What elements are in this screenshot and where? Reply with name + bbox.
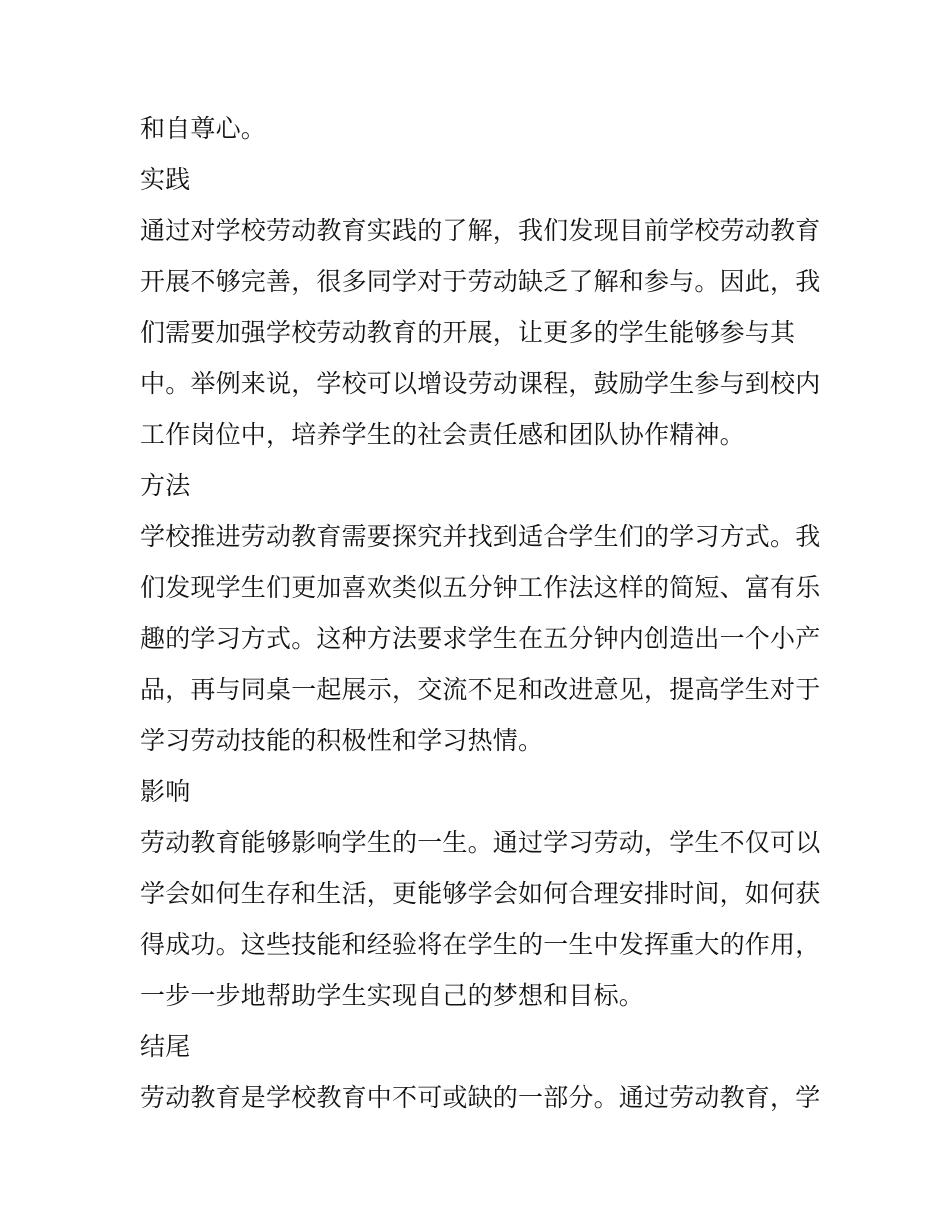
section-heading-practice: 实践 xyxy=(140,165,191,194)
text-line: 中。举例来说，学校可以增设劳动课程，鼓励学生参与到校内 xyxy=(140,369,821,398)
text-line: 学习劳动技能的积极性和学习热情。 xyxy=(140,726,544,755)
text-line: 开展不够完善，很多同学对于劳动缺乏了解和参与。因此，我 xyxy=(140,267,821,296)
text-line: 趣的学习方式。这种方法要求学生在五分钟内创造出一个小产 xyxy=(140,624,821,653)
text-line: 品，再与同桌一起展示，交流不足和改进意见，提高学生对于 xyxy=(140,675,821,704)
text-line: 工作岗位中，培养学生的社会责任感和团队协作精神。 xyxy=(140,420,745,449)
text-line: 学校推进劳动教育需要探究并找到适合学生们的学习方式。我 xyxy=(140,522,821,551)
section-heading-method: 方法 xyxy=(140,471,191,500)
section-heading-impact: 影响 xyxy=(140,777,191,806)
section-heading-conclusion: 结尾 xyxy=(140,1032,191,1061)
text-line: 们发现学生们更加喜欢类似五分钟工作法这样的简短、富有乐 xyxy=(140,573,821,602)
text-line: 们需要加强学校劳动教育的开展，让更多的学生能够参与其 xyxy=(140,318,796,347)
text-line: 一步一步地帮助学生实现自己的梦想和目标。 xyxy=(140,981,645,1010)
text-line: 学会如何生存和生活，更能够学会如何合理安排时间，如何获 xyxy=(140,879,821,908)
text-line: 和自尊心。 xyxy=(140,114,267,143)
text-line: 得成功。这些技能和经验将在学生的一生中发挥重大的作用， xyxy=(140,930,821,959)
text-line: 通过对学校劳动教育实践的了解，我们发现目前学校劳动教育 xyxy=(140,216,821,245)
text-line: 劳动教育是学校教育中不可或缺的一部分。通过劳动教育，学 xyxy=(140,1083,821,1112)
text-line: 劳动教育能够影响学生的一生。通过学习劳动，学生不仅可以 xyxy=(140,828,821,857)
